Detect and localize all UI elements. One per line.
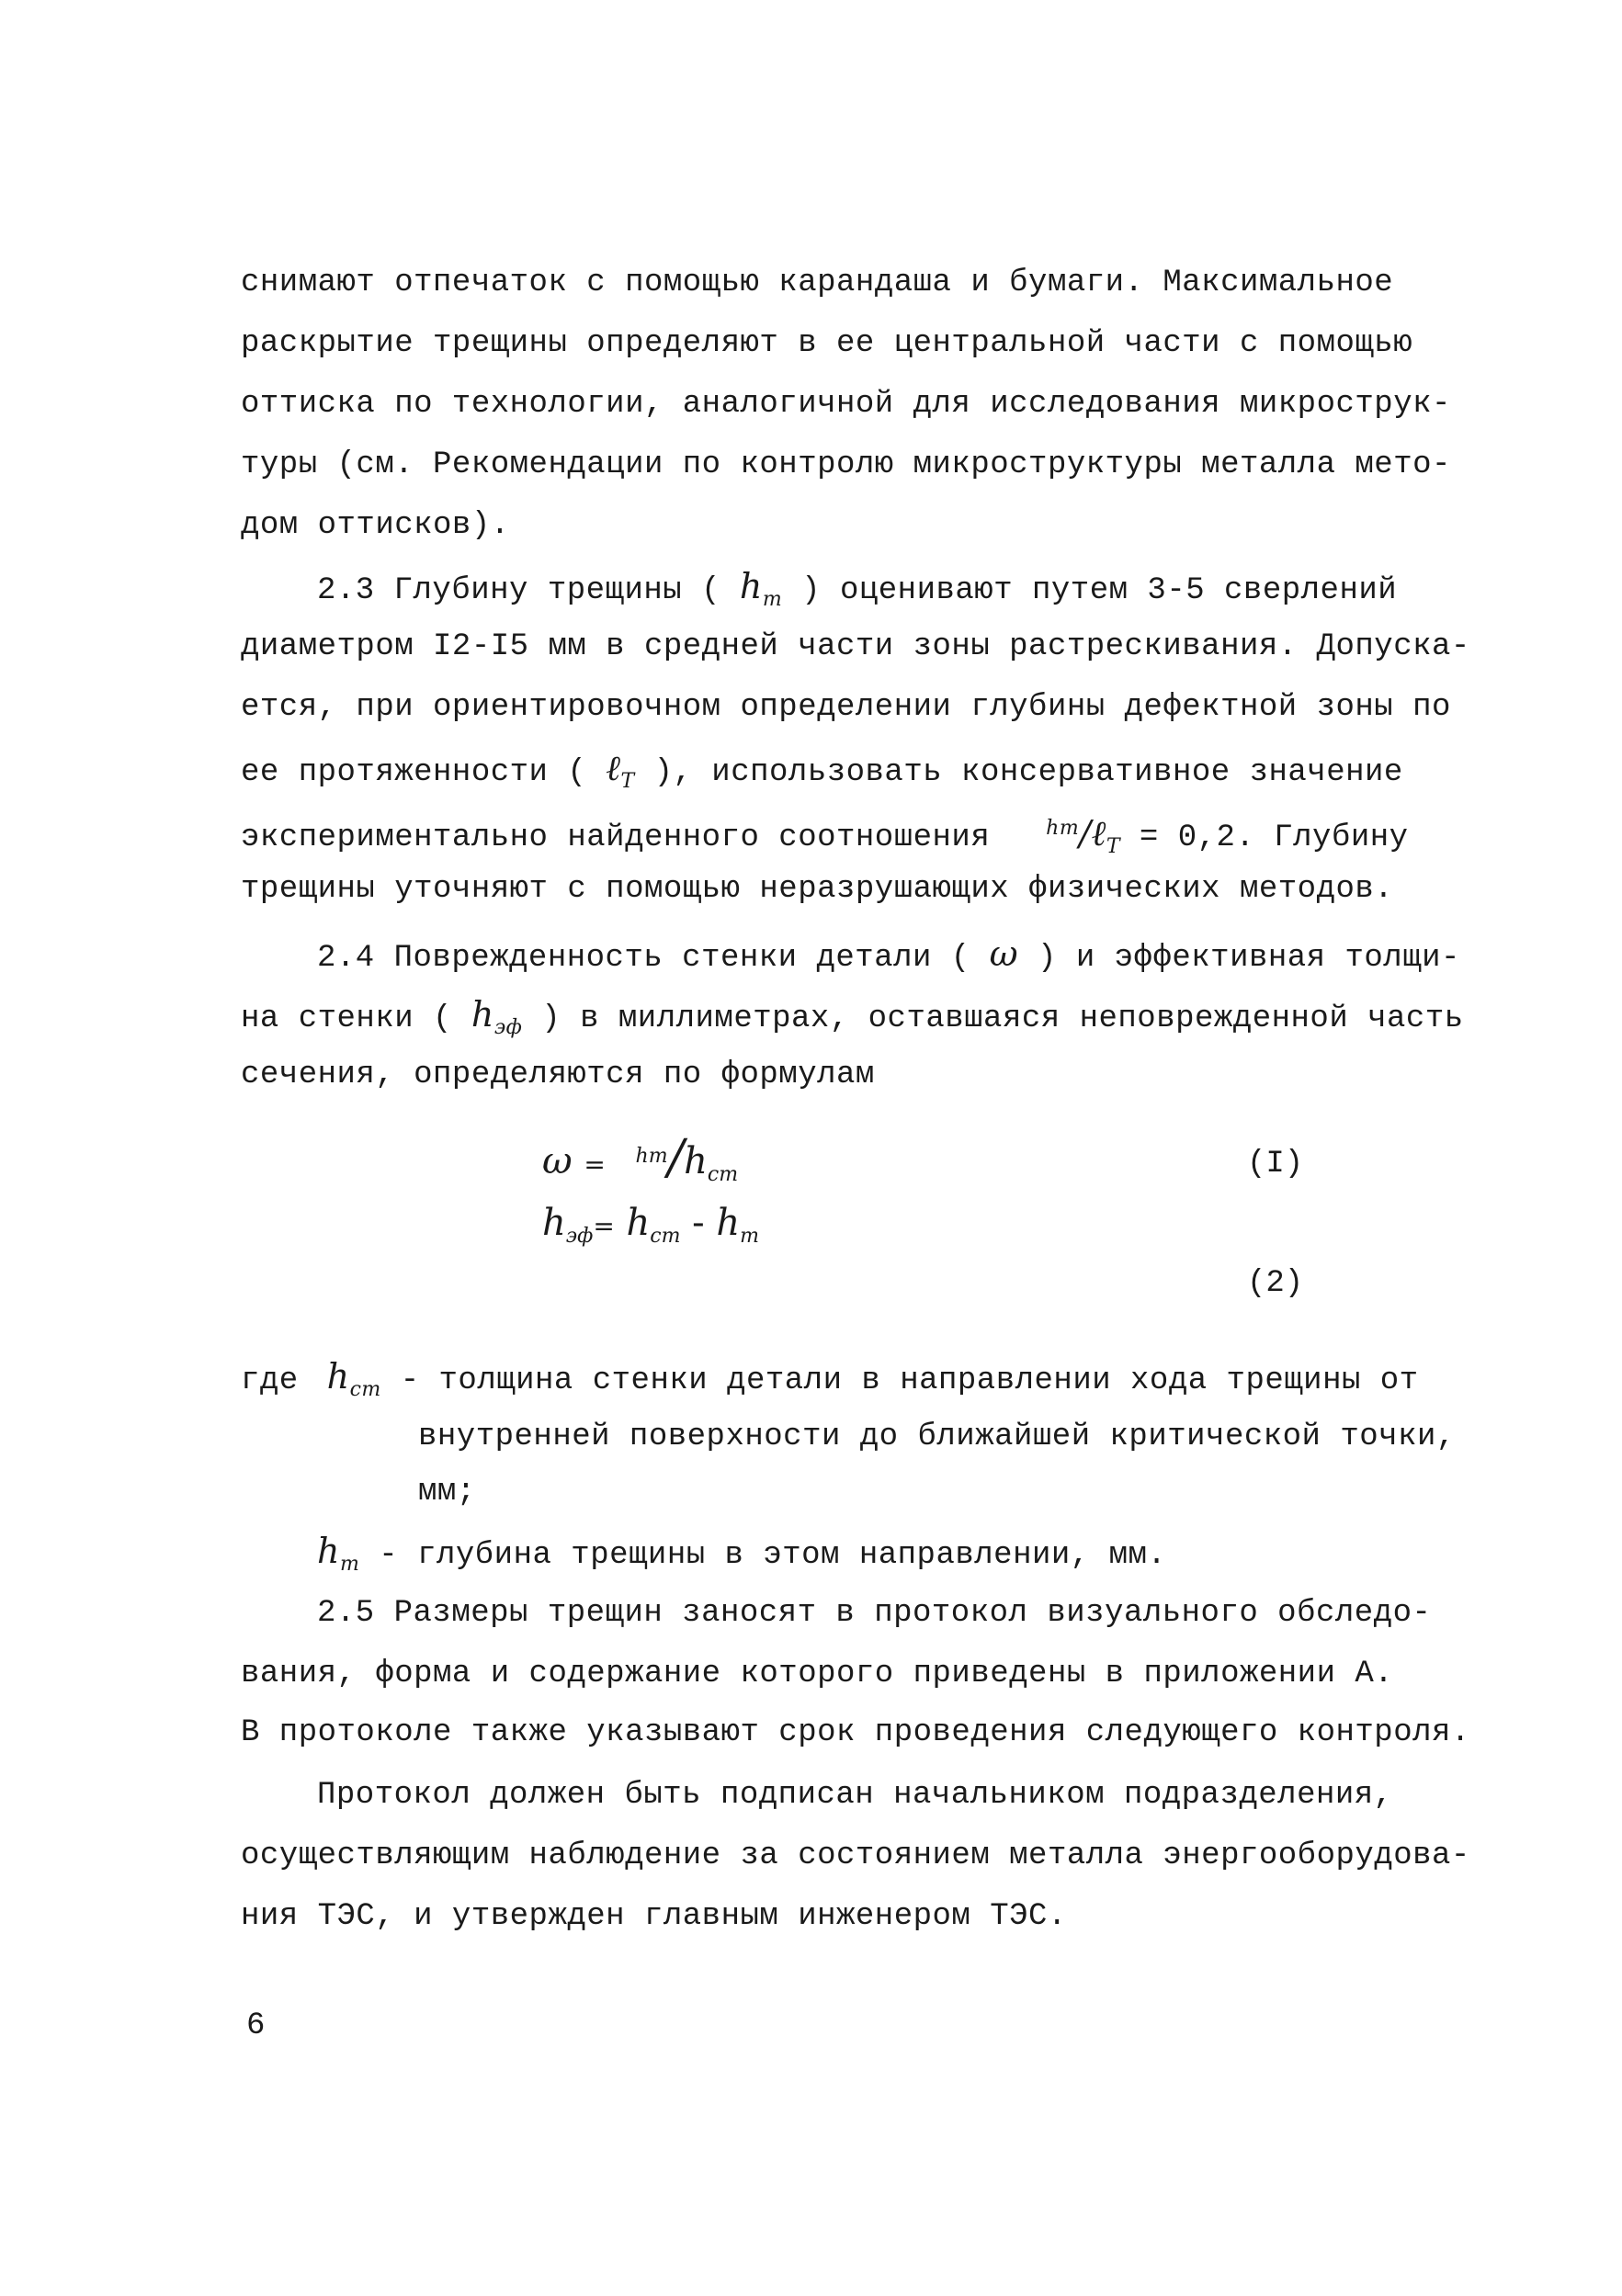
f2-eq: = <box>593 1211 615 1241</box>
ht-symbol <box>739 566 783 611</box>
f2-h: h <box>542 1202 566 1244</box>
text-line-10 <box>241 810 1409 865</box>
f1-slash: / <box>667 1130 685 1185</box>
lt-symbol <box>606 748 635 793</box>
definition-hct <box>241 1358 1419 1408</box>
ratio-T: T <box>1106 835 1121 858</box>
p23-text-a: 2.3 Глубину трещины ( <box>317 573 720 608</box>
h-letter: h <box>739 566 763 606</box>
ratio-l: ℓ <box>1091 813 1106 854</box>
f1-h-num: h <box>635 1145 649 1168</box>
l10-text-a: экспериментально найденного соотношения <box>241 820 991 855</box>
heff-symbol <box>471 994 523 1039</box>
p23-text-b: ) оценивают путем 3-5 сверлений <box>801 573 1398 608</box>
formula-1 <box>542 1130 738 1186</box>
f2-minus: - <box>692 1202 705 1244</box>
htdef-sub: т <box>339 1553 360 1576</box>
paragraph-2-4 <box>317 935 1460 977</box>
text-line-3: оттиска по технологии, аналогичной для исследования микрострук- <box>241 387 1451 422</box>
equation-number-2: (2) <box>1247 1266 1304 1301</box>
l-letter: ℓ <box>606 748 621 788</box>
hct-h: h <box>326 1356 350 1397</box>
text-line-2: раскрытие трещины определяют в ее центральной части с помощью <box>241 326 1413 361</box>
f1-eq: = <box>584 1149 606 1180</box>
text-line-13 <box>241 996 1464 1046</box>
hct-sub: ст <box>349 1378 381 1401</box>
f2-h-t: h <box>716 1202 741 1244</box>
paragraph-2-5: 2.5 Размеры трещин заносят в протокол визуального обследо- <box>317 1596 1432 1631</box>
definition-hct-cont-1: внутренней поверхности до ближайшей критической точки, <box>418 1419 1456 1454</box>
l9-text-b: ), использовать консервативное значение <box>653 755 1403 790</box>
htdef-h: h <box>317 1531 340 1571</box>
ht-def-symbol <box>317 1531 360 1576</box>
ht-definition: - глубина трещины в этом направлении, мм. <box>379 1538 1167 1573</box>
paragraph-protocol: Протокол должен быть подписан начальником подразделения, <box>317 1778 1393 1813</box>
omega-symbol: ω <box>989 933 1019 974</box>
text-line-26: ния ТЭС, и утвержден главным инженером ТЭС. <box>241 1899 1067 1934</box>
definition-ht <box>317 1533 1166 1583</box>
f2-t: т <box>740 1225 760 1248</box>
f1-t-num: т <box>648 1145 668 1168</box>
f2-eff: эф <box>565 1225 594 1248</box>
hct-definition: - толщина стенки детали в направлении хода трещины от <box>400 1363 1419 1398</box>
l13-text-a: на стенки ( <box>241 1001 452 1036</box>
text-line-22: вания, форма и содержание которого приведены в приложении А. <box>241 1657 1394 1691</box>
text-line-4: туры (см. Рекомендации по контролю микроструктуры металла мето- <box>241 447 1451 482</box>
paragraph-2-3 <box>317 568 1397 618</box>
where-word: где <box>241 1363 299 1398</box>
T-subscript: T <box>620 770 635 793</box>
ratio-t: т <box>1059 817 1080 840</box>
l10-text-b: = 0,2. Глубину <box>1139 820 1409 855</box>
text-line-14: сечения, определяются по формулам <box>241 1058 875 1092</box>
text-line-7: диаметром I2-I5 мм в средней части зоны растрескивания. Допуска- <box>241 629 1470 664</box>
text-line-9 <box>241 750 1403 800</box>
p24-text-a: 2.4 Поврежденность стенки детали ( <box>317 941 970 976</box>
heff-h: h <box>471 994 494 1035</box>
l9-text-a: ее протяженности ( <box>241 755 587 790</box>
page-number: 6 <box>246 2008 266 2043</box>
t-subscript: т <box>762 588 783 611</box>
ratio-slash: / <box>1079 813 1092 854</box>
formula-2 <box>542 1202 759 1248</box>
text-line-1: снимают отпечаток с помощью карандаша и бумаги. Максимальное <box>241 266 1394 300</box>
text-line-5: дом оттисков). <box>241 508 510 543</box>
text-line-8: ется, при ориентировочном определении глубины дефектной зоны по <box>241 690 1451 725</box>
text-line-25: осуществляющим наблюдение за состоянием металла энергооборудова- <box>241 1838 1470 1873</box>
l13-text-b: ) в миллиметрах, оставшаяся неповрежденной часть <box>541 1001 1464 1036</box>
ratio-symbol <box>1046 813 1121 858</box>
f2-ct: ст <box>650 1225 681 1248</box>
definition-hct-cont-2: мм; <box>418 1475 476 1510</box>
text-line-11: трещины уточняют с помощью неразрушающих физических методов. <box>241 872 1394 907</box>
equation-number-1: (I) <box>1247 1147 1304 1182</box>
f2-h-ct: h <box>626 1202 651 1244</box>
text-line-23: В протоколе также указывают срок проведения следующего контроля. <box>241 1715 1470 1750</box>
f1-omega: ω <box>542 1140 573 1182</box>
heff-sub: эф <box>493 1016 523 1039</box>
f1-ct: ст <box>707 1163 739 1186</box>
p24-text-b: ) и эффективная толщи- <box>1038 941 1460 976</box>
f1-h-den: h <box>684 1140 708 1182</box>
hct-symbol <box>326 1356 381 1401</box>
ratio-h: h <box>1046 817 1060 840</box>
